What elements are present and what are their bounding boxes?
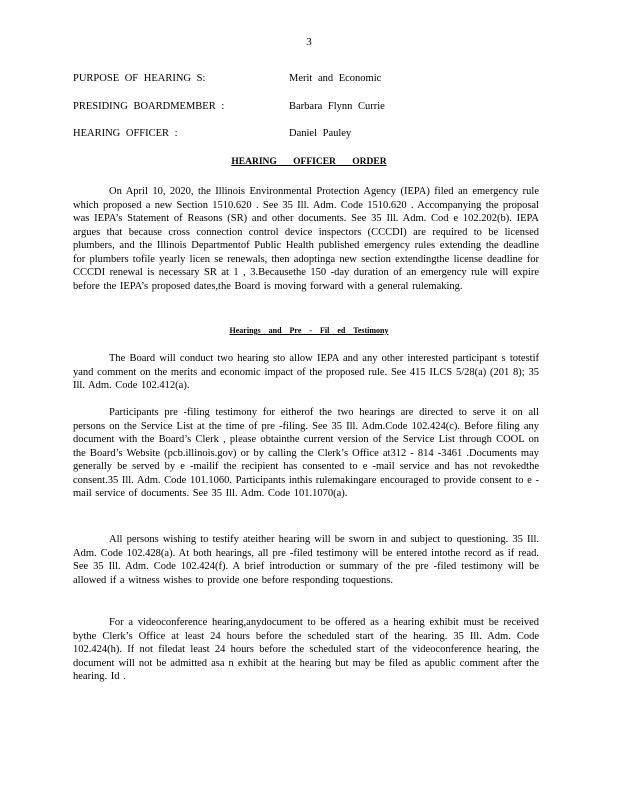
purpose-value: Merit and Economic xyxy=(289,73,382,84)
paragraph-sworn: All persons wishing to testify ateither hearing will be sworn in and subject to questioning. 35 Ill. Adm. Code 102.428(a). At both hearings, all pre -filed testimony will be entered intothe record as if read. See 35 Ill. Adm. Code 102.424(f). A brief introduction or summary of the pre -filed testimony will be allowed if a witness wishes to provide one before responding toquestions. xyxy=(73,534,539,586)
paragraph-prefiling: Participants pre -filing testimony for eitherof the two hearings are directed to serve it on all persons on the Service List at the time of pre -filing. See 35 Ill. Adm.Code 102.424(c). Before filing any document with the Board’s Clerk , please obtainthe current version of the Service List through COOL on the Board’s Website (pcb.illinois.gov) or by calling the Clerk’s Office at312 - 814 -3461 .Documents may generally be served by e -mailif the recipient has consented to e -mail service and has not revokedthe consent.35 Ill. Adm. Code 101.1060. Participants inthis rulemakingare encouraged to provide consent to e -mail service of documents. See 35 Ill. Adm. Code 101.1070(a). xyxy=(73,407,539,500)
purpose-label: PURPOSE OF HEARING S: xyxy=(73,73,206,84)
hearing-officer-value: Daniel Pauley xyxy=(289,128,352,139)
heading-hearings-prefiled-testimony: Hearings and Pre - Fil ed Testimony xyxy=(229,326,389,335)
paragraph-videoconference: For a videoconference hearing,anydocument to be offered as a hearing exhibit must be received bythe Clerk’s Office at least 24 hours before the scheduled start of the hearing. 35 Ill. Adm. Code 102.424(h). If not filedat least 24 hours before the scheduled start of the videoconference hearing, the document will not be admitted asa n exhibit at the hearing but may be filed as apublic comment after the hearing. Id . xyxy=(73,617,539,683)
heading-hearing-officer-order: HEARING OFFICER ORDER xyxy=(231,157,387,167)
presiding-value: Barbara Flynn Currie xyxy=(289,101,385,112)
paragraph-intro: On April 10, 2020, the Illinois Environmental Protection Agency (IEPA) filed an emergency rule which proposed a new Section 1510.620 . See 35 Ill. Adm. Code 1510.620 . Accompanying the proposal was IEPA’s Statement of Reasons (SR) and other documents. See 35 Ill. Adm. Cod e 102.202(b). IEPA argues that because cross connection control device inspectors (CCCDI) are required to be licensed plumbers, and the Illinois Departmentof Public Health published emergency rules extending the deadline for plumbers tofile yearly licen se renewals, then adoptinga new section extendingthe license deadline for CCCDI renewal is necessary SR at 1 , 3.Becausethe 150 -day duration of an emergency rule will expire before the IEPA’s proposed dates,the Board is moving forward with a general rulemaking. xyxy=(73,186,539,292)
presiding-label: PRESIDING BOARDMEMBER : xyxy=(73,101,225,112)
hearing-officer-label: HEARING OFFICER : xyxy=(73,128,178,139)
page-number: 3 xyxy=(306,36,312,48)
paragraph-hearings: The Board will conduct two hearing sto allow IEPA and any other interested participant s totestif yand comment on the merits and economic impact of the proposed rule. See 415 ILCS 5/28(a) (201 8); 35 Ill. Adm. Code 102.412(a). xyxy=(73,353,539,392)
